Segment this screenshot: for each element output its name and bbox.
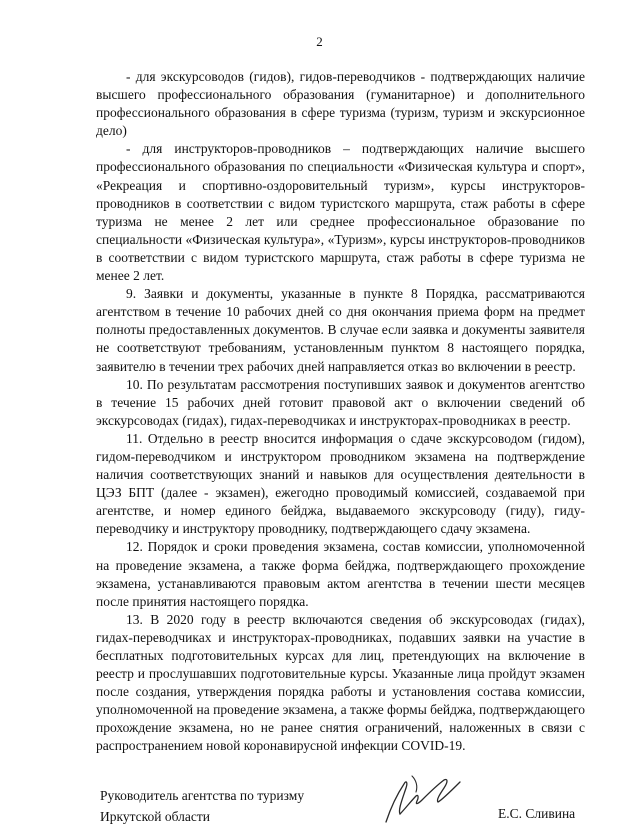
signatory-title-line-1: Руководитель агентства по туризму: [100, 788, 305, 803]
signatory-title: [100, 785, 304, 827]
document-body: [96, 68, 585, 756]
paragraph-9: 9. Заявки и документы, указанные в пункте 8 Порядка, рассматриваются агентством в течение 10 рабочих дней со дня окончания приема форм на предмет полноты предоставленных документов. В случае если заявка и документы заявителя не соответствуют требованиям, установленным пунктом 8 настоящего порядка, заявителю в течении трех рабочих дней направляется отказ во включении в реестр.: [96, 286, 585, 374]
page-number: 2: [316, 34, 323, 49]
signer-name: Е.С. Сливина: [498, 806, 576, 821]
paragraph-instructors-requirements: - для инструкторов-проводников – подтверждающих наличие высшего профессионального образования по специальности «Физическая культура и спорт», «Рекреация и спортивно-оздоровительный туризм», курсы инструкторов-проводников в соответствии с видом туристского маршрута, стаж работы в сфере туризма не менее 2 лет или среднее профессиональное образование по специальности «Физическая культура», «Туризм», курсы инструкторов-проводников в соответствии с видом туристского маршрута, стаж работы в сфере туризма не менее 2 лет.: [96, 141, 585, 284]
paragraph-12: 12. Порядок и сроки проведения экзамена, состав комиссии, уполномоченной на проведение экзамена, а также форма бейджа, подтверждающего прохождение экзамена, устанавливаются правовым актом агентства в течении шести месяцев после принятия настоящего порядка.: [96, 539, 585, 609]
signatory-title-line-2: Иркутской области: [100, 809, 211, 824]
paragraph-13: 13. В 2020 году в реестр включаются сведения об экскурсоводах (гидах), гидах-переводчиках и инструкторах-проводниках, подавших заявки на участие в бесплатных подготовительных курсах для лиц, претендующих на включение в реестр и прослушавших подготовительные курсы. Указанные лица пройдут экзамен после создания, утверждения порядка работы и установления состава комиссии, уполномоченной на проведение экзамена, а также формы бейджа, подтверждающего прохождение экзамена, но не ранее снятия ограничений, наложенных в связи с распространением новой коронавирусной инфекции COVID-19.: [96, 611, 586, 754]
paragraph-10: 10. По результатам рассмотрения поступивших заявок и документов агентство в течение 15 рабочих дней готовит правовой акт о включении сведений об экскурсоводах (гидах), гидах-переводчиках и инструкторах-проводниках в реестр.: [96, 376, 585, 428]
paragraph-11: 11. Отдельно в реестр вносится информация о сдаче экскурсоводом (гидом), гидом-переводчиком и инструктором проводником экзамена на подтверждение наличия соответствующих знаний и навыков для осуществления деятельности в ЦЭЗ БПТ (далее - экзамен), ежегодно проводимый комиссией, создаваемой при агентстве, и номер единого бейджа, выдаваемого экскурсоводу (гиду), гиду-переводчику и инструктору проводнику, подтверждающего сдачу экзамена.: [96, 430, 585, 537]
paragraph-guides-requirements: - для экскурсоводов (гидов), гидов-переводчиков - подтверждающих наличие высшего профессионального образования (гуманитарное) и дополнительного профессионального образования в сфере туризма (туризм, туризм и экскурсионное дело): [96, 69, 585, 139]
handwritten-signature: [382, 770, 492, 828]
